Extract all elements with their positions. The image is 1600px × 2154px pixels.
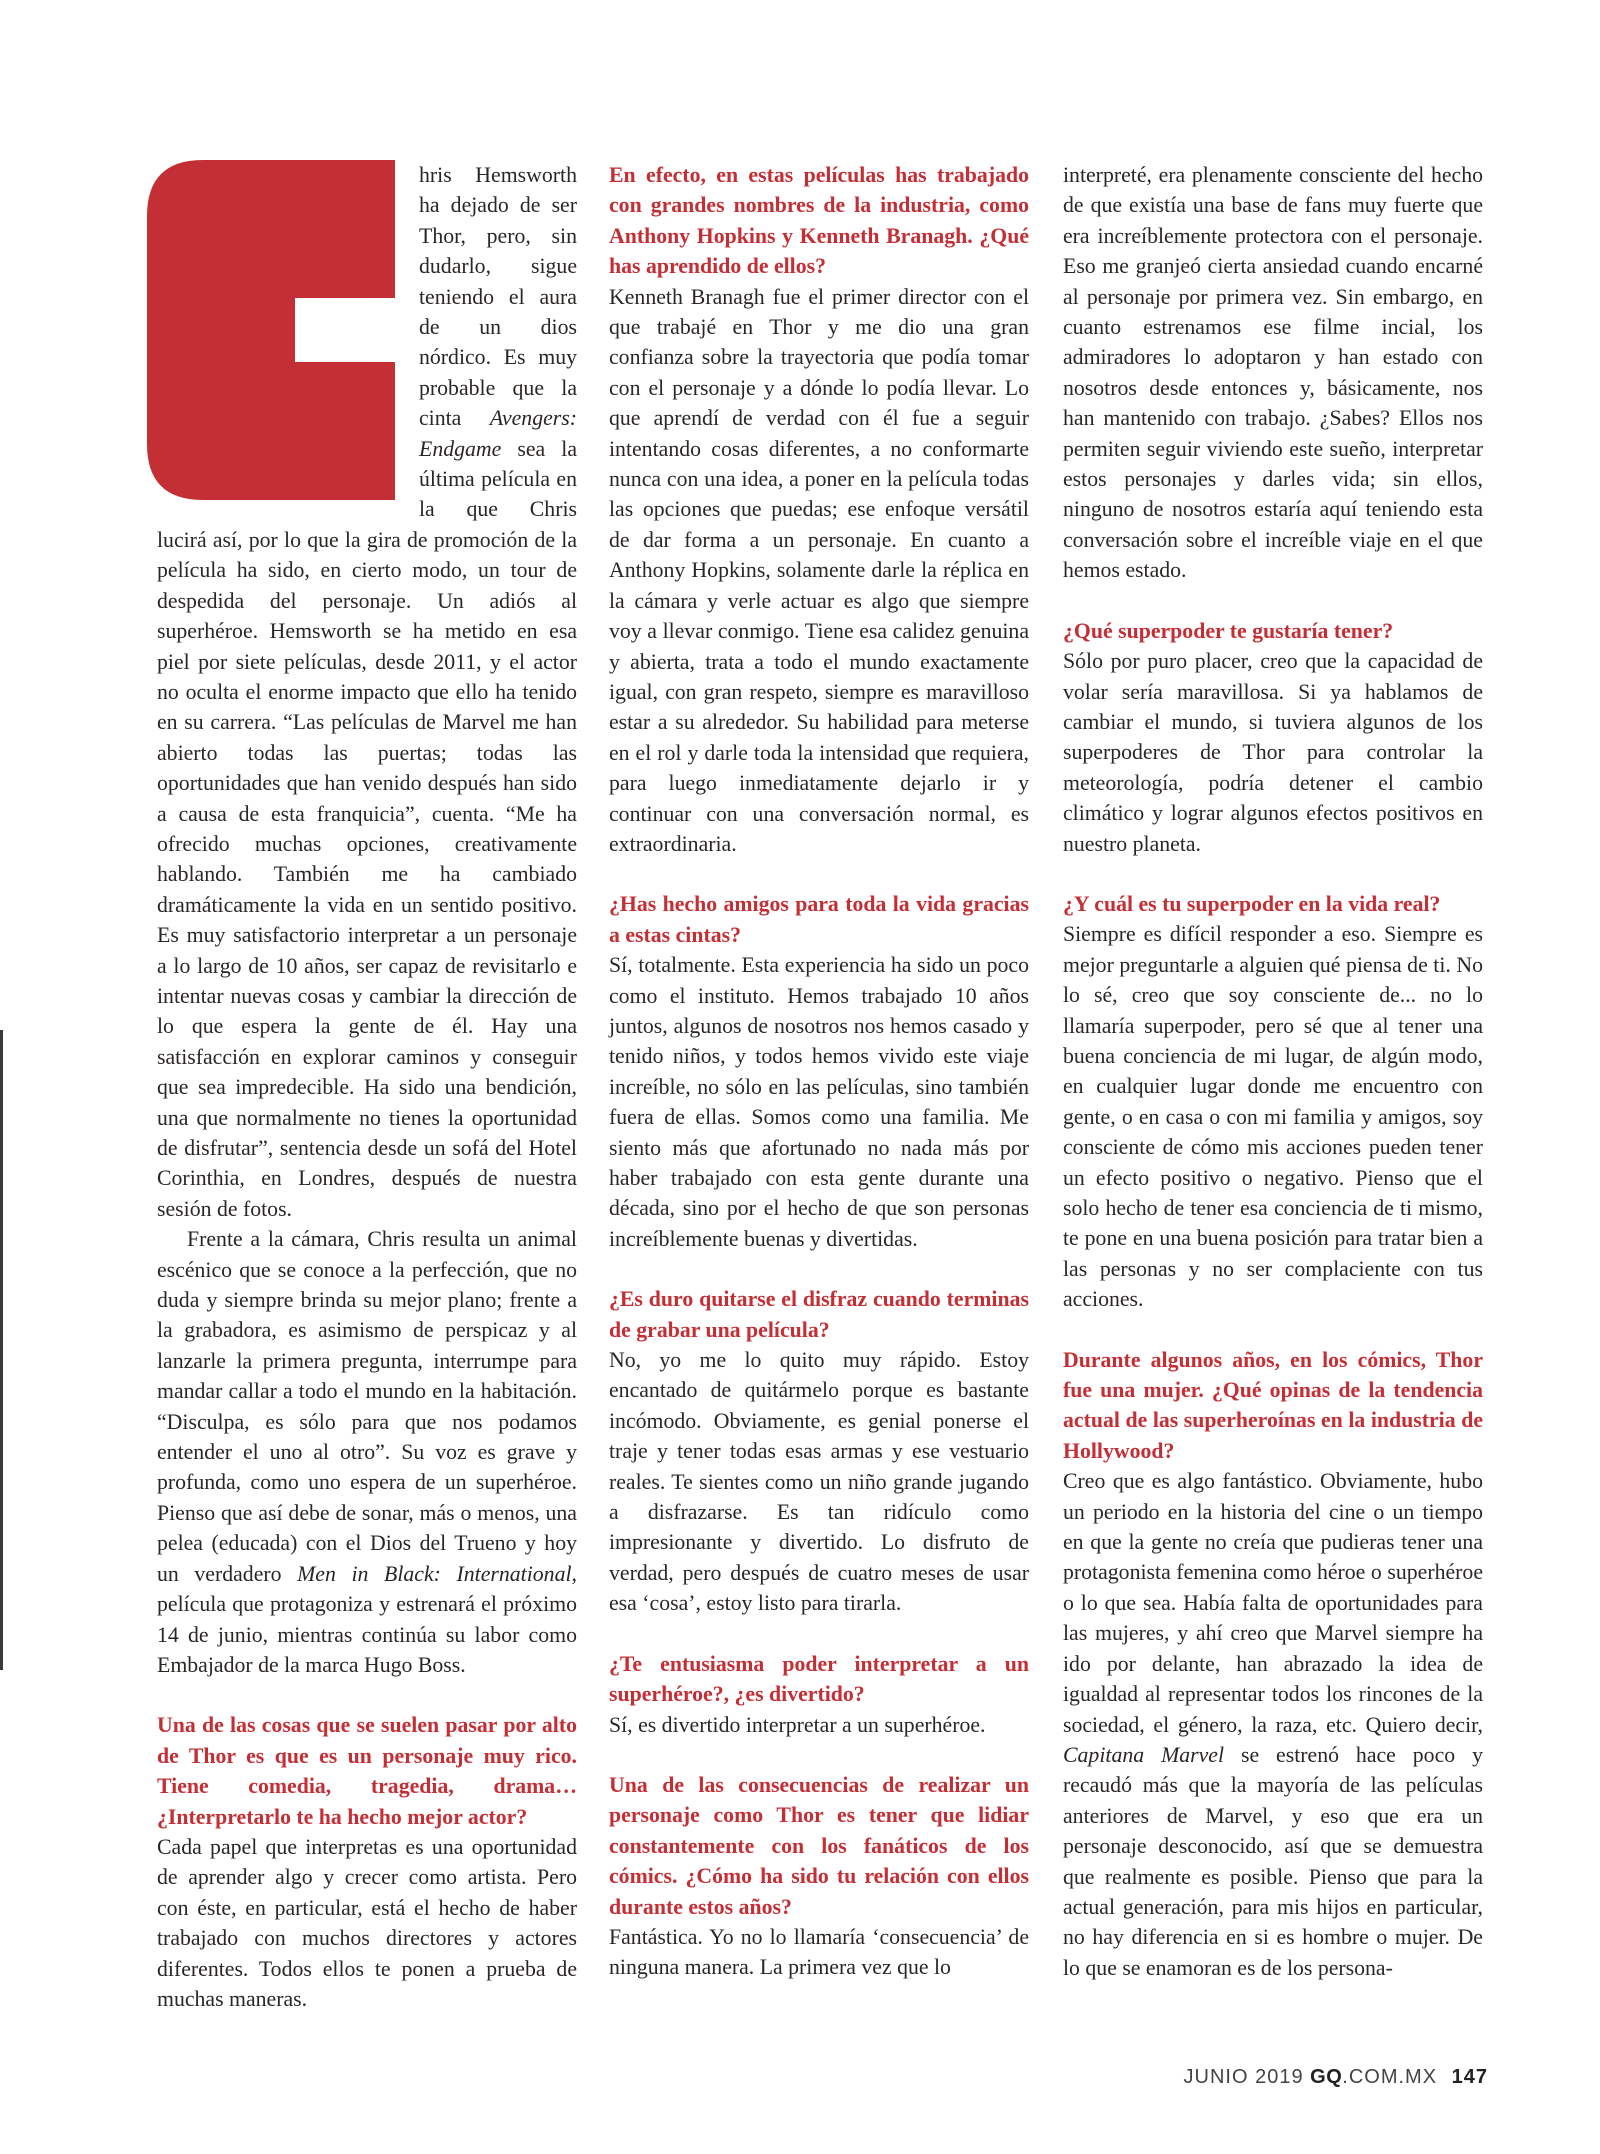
dropcap-c-shape	[147, 160, 395, 500]
question-heading: ¿Has hecho amigos para toda la vida gracias a estas cintas?	[609, 892, 1029, 947]
answer-paragraph: Fantástica. Yo no lo llamaría ‘consecuencia’ de ninguna manera. La primera vez que lo	[609, 1924, 1029, 1980]
issue-date: JUNIO 2019	[1183, 2066, 1304, 2088]
question-heading: En efecto, en estas películas has trabajado con grandes nombres de la industria, como Anthony Hopkins y Kenneth Branagh. ¿Qué has aprendido de ellos?	[609, 163, 1029, 279]
question-heading: Durante algunos años, en los cómics, Thor fue una mujer. ¿Qué opinas de la tendencia actual de las superheroínas en la industria de Hollywood?	[1063, 1347, 1483, 1463]
column-1	[157, 160, 577, 2014]
question-heading: Una de las consecuencias de realizar un personaje como Thor es tener que lidiar constantemente con los fanáticos de los cómics. ¿Cómo ha sido tu relación con ellos durante estos años?	[609, 1772, 1029, 1919]
answer-paragraph: Creo que es algo fantástico. Obviamente, hubo un periodo en la historia del cine o un tiempo en que la gente no creía que pudieras tener una protagonista femenina como héroe o superhéroe o lo que sea. Había falta de oportunidades para las mujeres, y ahí creo que Marvel siempre ha ido por delante, han abrazado la idea de igualdad al representar todos los rincones de la sociedad, el género, la raza, etc. Quiero decir, Capitana Marvel se estrenó hace poco y recaudó más que la mayoría de las películas anteriores de Marvel, y eso que era un personaje desconocido, así que se demuestra que realmente es posible. Pienso que para la actual generación, para mis hijos en particular, no hay diferencia en si es hombre o mujer. De lo que se enamoran es de los persona-	[1063, 1469, 1483, 1980]
column-3	[1063, 160, 1483, 1983]
body-paragraph: Frente a la cámara, Chris resulta un animal escénico que se conoce a la perfección, que no duda y siempre brinda su mejor plano; frente a la grabadora, es asimismo de perspicaz y al lanzarle la primera pregunta, interrumpe para mandar callar a todo el mundo en la habitación. “Disculpa, es sólo para que nos podamos entender el uno al otro”. Su voz es grave y profunda, como uno espera de un superhéroe. Pienso que así debe de sonar, más o menos, una pelea (educada) con el Dios del Trueno y hoy un verdadero Men in Black: International, película que protagoniza y estrenará el próximo 14 de junio, mientras continúa su labor como Embajador de la marca Hugo Boss.	[157, 1227, 577, 1677]
question-heading: Una de las cosas que se suelen pasar por alto de Thor es que es un personaje muy rico. Tiene comedia, tragedia, drama… ¿Interpretarlo te ha hecho mejor actor?	[157, 1713, 577, 1829]
answer-paragraph: Sólo por puro placer, creo que la capacidad de volar sería maravillosa. Si ya hablamos de cambiar el mundo, si tuviera algunos de los superpoderes de Thor para controlar la meteorología, podría detener el cambio climático y lograr algunos efectos positivos en nuestro planeta.	[1063, 649, 1483, 856]
question-heading: ¿Qué superpoder te gustaría tener?	[1063, 618, 1394, 643]
page-number: 147	[1451, 2066, 1488, 2088]
magazine-brand: GQ	[1310, 2066, 1343, 2088]
page-footer	[1170, 2066, 1488, 2089]
magazine-site: .COM.MX	[1342, 2066, 1438, 2088]
question-heading: ¿Te entusiasma poder interpretar a un superhéroe?, ¿es divertido?	[609, 1651, 1029, 1707]
question-heading: ¿Es duro quitarse el disfraz cuando terminas de grabar una película?	[609, 1287, 1029, 1342]
dropcap-space	[157, 160, 419, 500]
binding-edge	[0, 1030, 3, 1670]
dropcap-letter	[141, 160, 403, 500]
answer-paragraph: Sí, es divertido interpretar a un superhéroe.	[609, 1712, 986, 1737]
answer-paragraph: Siempre es difícil responder a eso. Siempre es mejor preguntarle a alguien qué piensa de ti. No lo sé, creo que soy consciente de... no lo llamaría superpoder, pero sé que al tener una buena conciencia de mi lugar, de algún modo, en cualquier lugar donde me encuentro con gente, o en casa o con mi familia y amigos, soy consciente de cómo mis acciones pueden tener un efecto positivo o negativo. Pienso que el solo hecho de tener esa conciencia de ti mismo, te pone en una buena posición para tratar bien a las personas y no ser complaciente con tus acciones.	[1063, 922, 1483, 1312]
answer-paragraph: Kenneth Branagh fue el primer director con el que trabajé en Thor y me dio una gran confianza sobre la trayectoria que podía tomar con el personaje y a dónde lo podía llevar. Lo que aprendí de verdad con él fue a seguir intentando cosas diferentes, a no conformarte nunca con una idea, a poner en la película todas las opciones que puedas; ese enfoque versátil de dar forma a un personaje. En cuanto a Anthony Hopkins, solamente darle la réplica en la cámara y verle actuar es algo que siempre voy a llevar conmigo. Tiene esa calidez genuina y abierta, trata a todo el mundo exactamente igual, con gran respeto, siempre es maravilloso estar a su alrededor. Su habilidad para meterse en el rol y darle toda la intensidad que requiera, para luego inmediatamente dejarlo ir y continuar con una conversación normal, es extraordinaria.	[609, 284, 1029, 856]
answer-paragraph: interpreté, era plenamente consciente del hecho de que existía una base de fans muy fuerte que era increíblemente protectora con el personaje. Eso me granjeó cierta ansiedad cuando encarné al personaje por primera vez. Sin embargo, en cuanto estrenamos ese filme incial, los admiradores lo adoptaron y han estado con nosotros desde entonces y, básicamente, nos han mantenido con trabajo. ¿Sabes? Ellos nos permiten seguir viviendo este sueño, interpretar estos personajes y darles vida; sin ellos, ninguno de nosotros estaría aquí teniendo esta conversación sobre el increíble viaje en el que hemos estado.	[1063, 163, 1483, 583]
question-heading: ¿Y cuál es tu superpoder en la vida real?	[1063, 891, 1441, 916]
answer-paragraph: Cada papel que interpretas es una oportunidad de aprender algo y crecer como artista. Pero con éste, en particular, está el hecho de haber trabajado con muchos directores y actores diferentes. Todos ellos te ponen a prueba de muchas maneras.	[157, 1834, 577, 2011]
intro-paragraph: hris Hemsworth ha dejado de ser Thor, pero, sin dudarlo, sigue teniendo el aura de un dios nórdico. Es muy probable que la cinta Avengers: Endgame sea la última película en la que Chris lucirá así, por lo que la gira de promoción de la película ha sido, en cierto modo, un tour de despedida del personaje. Un adiós al superhéroe. Hemsworth se ha metido en esa piel por siete películas, desde 2011, y el actor no oculta el enorme impacto que ello ha tenido en su carrera. “Las películas de Marvel me han abierto todas las puertas; todas las oportunidades que han venido después han sido a causa de esta franquicia”, cuenta. “Me ha ofrecido muchas opciones, creativamente hablando. También me ha cambiado dramáticamente la vida en un sentido positivo. Es muy satisfactorio interpretar a un personaje a lo largo de 10 años, ser capaz de revisitarlo e intentar nuevas cosas y cambiar la dirección de lo que espera la gente de él. Hay una satisfacción en explorar caminos y conseguir que sea impredecible. Ha sido una bendición, una que normalmente no tienes la oportunidad de disfrutar”, sentencia desde un sofá del Hotel Corinthia, en Londres, después de nuestra sesión de fotos.	[157, 163, 577, 1221]
column-2	[609, 160, 1029, 1983]
answer-paragraph: No, yo me lo quito muy rápido. Estoy encantado de quitármelo porque es bastante incómodo. Obviamente, es genial ponerse el traje y tener todas esas armas y ese vestuario reales. Te sientes como un niño grande jugando a disfrazarse. Es tan ridículo como impresionante y divertido. Lo disfruto de verdad, pero después de cuatro meses de usar esa ‘cosa’, estoy listo para tirarla.	[609, 1348, 1029, 1616]
answer-paragraph: Sí, totalmente. Esta experiencia ha sido un poco como el instituto. Hemos trabajado 10 años juntos, algunos de nosotros nos hemos casado y tenido niños, y todos hemos vivido este viaje increíble, no sólo en las películas, sino también fuera de ellas. Somos como una familia. Me siento más que afortunado no nada más por haber trabajado con esta gente durante una década, sino por el hecho de que son personas increíblemente buenas y divertidas.	[609, 953, 1029, 1251]
